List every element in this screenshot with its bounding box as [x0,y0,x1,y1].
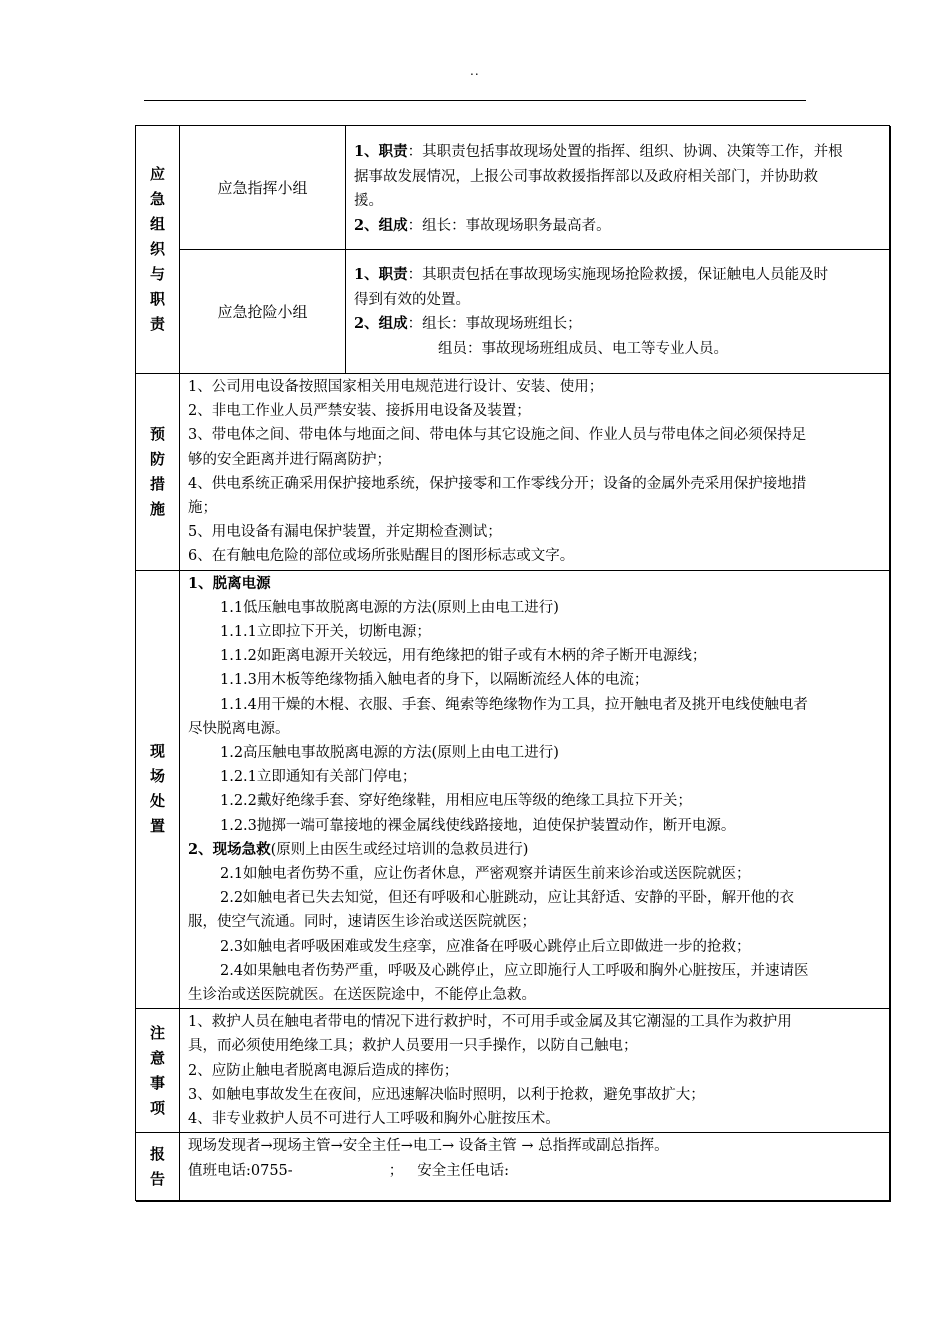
category-prevention [136,374,180,571]
row-report [136,1133,890,1201]
note-line: 4、非专业救护人员不可进行人工呼吸和胸外心脏按压术。 [188,1111,560,1128]
cat-char: 场 [149,767,165,786]
duty-text: 据事故发展情况，上报公司事故救援指挥部以及政府相关部门，并协助救 [354,168,818,185]
category-report [136,1133,180,1201]
cat-char: 现 [149,742,165,761]
section-title: 2、现场急救 [188,840,271,858]
composition-label: 2、组成 [354,216,408,234]
onsite-line: 1.1.1立即拉下开关，切断电源； [220,624,431,641]
note-line: 具，而必须使用绝缘工具；救护人员要用一只手操作，以防自己触电； [188,1038,638,1055]
note-line: 1、救护人员在触电者带电的情况下进行救护时，不可用手或金属及其它潮湿的工具作为救护用 [188,1014,792,1031]
notes-content [180,1009,890,1133]
onsite-line: 尽快脱离电源。 [188,720,290,737]
prevention-line: 够的安全距离并进行隔离防护； [188,451,391,468]
duty-text: ：其职责包括事故现场处置的指挥、组织、协调、决策等工作，并根 [407,144,843,160]
row-notes [136,1009,890,1133]
composition-text: ：组长：事故现场班组长； [407,316,582,332]
cat-char: 事 [149,1073,165,1092]
prevention-line: 3、带电体之间、带电体与地面之间、带电体与其它设施之间、作业人员与带电体之间必须保持足 [188,427,807,444]
note-line: 3、如触电事故发生在夜间，应迅速解决临时照明，以利于抢救，避免事故扩大； [188,1086,705,1103]
onsite-line: 生诊治或送医院就医。在送医院途中，不能停止急救。 [188,987,536,1004]
cat-char: 织 [149,240,165,258]
duty-text: 得到有效的处置。 [354,291,470,308]
prevention-line: 2、非电工作业人员严禁安装、接拆用电设备及装置； [188,403,531,420]
onsite-line: 1.2.1立即通知有关部门停电； [220,769,417,786]
onsite-line: 1.1.2如距离电源开关较远，用有绝缘把的钳子或有木柄的斧子断开电源线； [220,648,707,665]
duty-phone-label: 值班电话:0755- [188,1162,293,1179]
note-line: 2、应防止触电者脱离电源后造成的摔伤； [188,1062,459,1079]
category-notes [136,1009,180,1133]
prevention-line: 5、用电设备有漏电保护装置，并定期检查测试； [188,524,502,541]
prevention-line: 6、在有触电危险的部位或场所张贴醒目的图形标志或文字。 [188,548,575,565]
cat-char: 项 [149,1098,165,1117]
duty-label: 1、职责 [354,143,408,160]
row-onsite-handling [136,570,890,1009]
cat-char: 职 [149,290,165,308]
cat-char: 与 [149,265,165,283]
onsite-line: 2.3如触电者呼吸困难或发生痉挛，应准备在呼吸心跳停止后立即做进一步的抢救； [220,938,751,955]
header-mark: .. [470,64,480,78]
onsite-content [180,570,890,1009]
onsite-line: 1.2.2戴好绝缘手套、穿好绝缘鞋，用相应电压等级的绝缘工具拉下开关； [220,793,692,810]
group-name-command: 应急指挥小组 [180,126,346,250]
prevention-content [180,374,890,571]
report-content [180,1133,890,1201]
row-command-group [136,126,890,250]
onsite-line: 2.4如果触电者伤势严重，呼吸及心跳停止，应立即施行人工呼吸和胸外心脏按压，并速请医 [220,962,809,979]
group-name-rescue: 应急抢险小组 [180,250,346,374]
onsite-line: 1.2高压触电事故脱离电源的方法(原则上由电工进行) [220,745,559,762]
cat-char: 施 [149,499,165,518]
cat-char: 组 [149,215,165,233]
cat-char: 报 [149,1144,165,1163]
category-emergency-org [136,126,180,374]
section-note: (原则上由医生或经过培训的急救员进行) [270,841,529,858]
onsite-line: 1.2.3抛掷一端可靠接地的裸金属线使线路接地，迫使保护装置动作，断开电源。 [220,817,736,834]
row-rescue-group [136,250,890,374]
composition-label: 2、组成 [354,315,408,332]
duty-text: ：其职责包括在事故现场实施现场抢险救援，保证触电人员能及时 [407,267,829,283]
section-title: 1、脱离电源 [188,574,271,592]
onsite-line: 1.1.4用干燥的木棍、衣服、手套、绳索等绝缘物作为工具，拉开触电者及挑开电线使触电者 [220,696,808,713]
safety-phone-label: 安全主任电话: [417,1162,510,1179]
prevention-line: 1、公司用电设备按照国家相关用电规范进行设计、安装、使用； [188,379,604,395]
prevention-line: 4、供电系统正确采用保护接地系统，保护接零和工作零线分开；设备的金属外壳采用保护接地措 [188,475,807,492]
group-desc-command [346,126,890,250]
onsite-line: 服，使空气流通。同时，速请医生诊治或送医院就医； [188,914,536,931]
onsite-line: 2.2如触电者已失去知觉，但还有呼吸和心脏跳动，应让其舒适、安静的平卧，解开他的衣 [220,890,795,907]
composition-text: ：组长：事故现场职务最高者。 [407,217,611,234]
emergency-plan-table [135,125,890,1201]
cat-char: 预 [149,424,165,443]
header-rule [144,100,806,101]
member-text: 组员：事故现场班组成员、电工等专业人员。 [438,340,728,357]
cat-char: 置 [149,817,165,836]
row-prevention [136,374,890,571]
cat-char: 急 [149,190,165,208]
report-flow: 现场发现者→现场主管→安全主任→电工→ 设备主管 → 总指挥或副总指挥。 [188,1138,669,1155]
cat-char: 应 [149,165,165,183]
category-onsite [136,570,180,1009]
cat-char: 防 [149,449,165,468]
cat-char: 告 [149,1169,165,1188]
onsite-line: 1.1.3用木板等绝缘物插入触电者的身下，以隔断流经人体的电流； [220,672,649,689]
cat-char: 意 [149,1048,165,1067]
cat-char: 责 [149,315,165,333]
prevention-line: 施； [188,500,217,517]
group-desc-rescue [346,250,890,374]
onsite-line: 1.1低压触电事故脱离电源的方法(原则上由电工进行) [220,599,559,616]
duty-text: 援。 [354,193,383,209]
duty-label: 1、职责 [354,266,408,283]
cat-char: 注 [149,1023,165,1042]
separator: ； [388,1162,404,1179]
cat-char: 措 [149,474,165,493]
cat-char: 处 [149,792,165,811]
onsite-line: 2.1如触电者伤势不重，应让伤者休息，严密观察并请医生前来诊治或送医院就医； [220,866,751,883]
